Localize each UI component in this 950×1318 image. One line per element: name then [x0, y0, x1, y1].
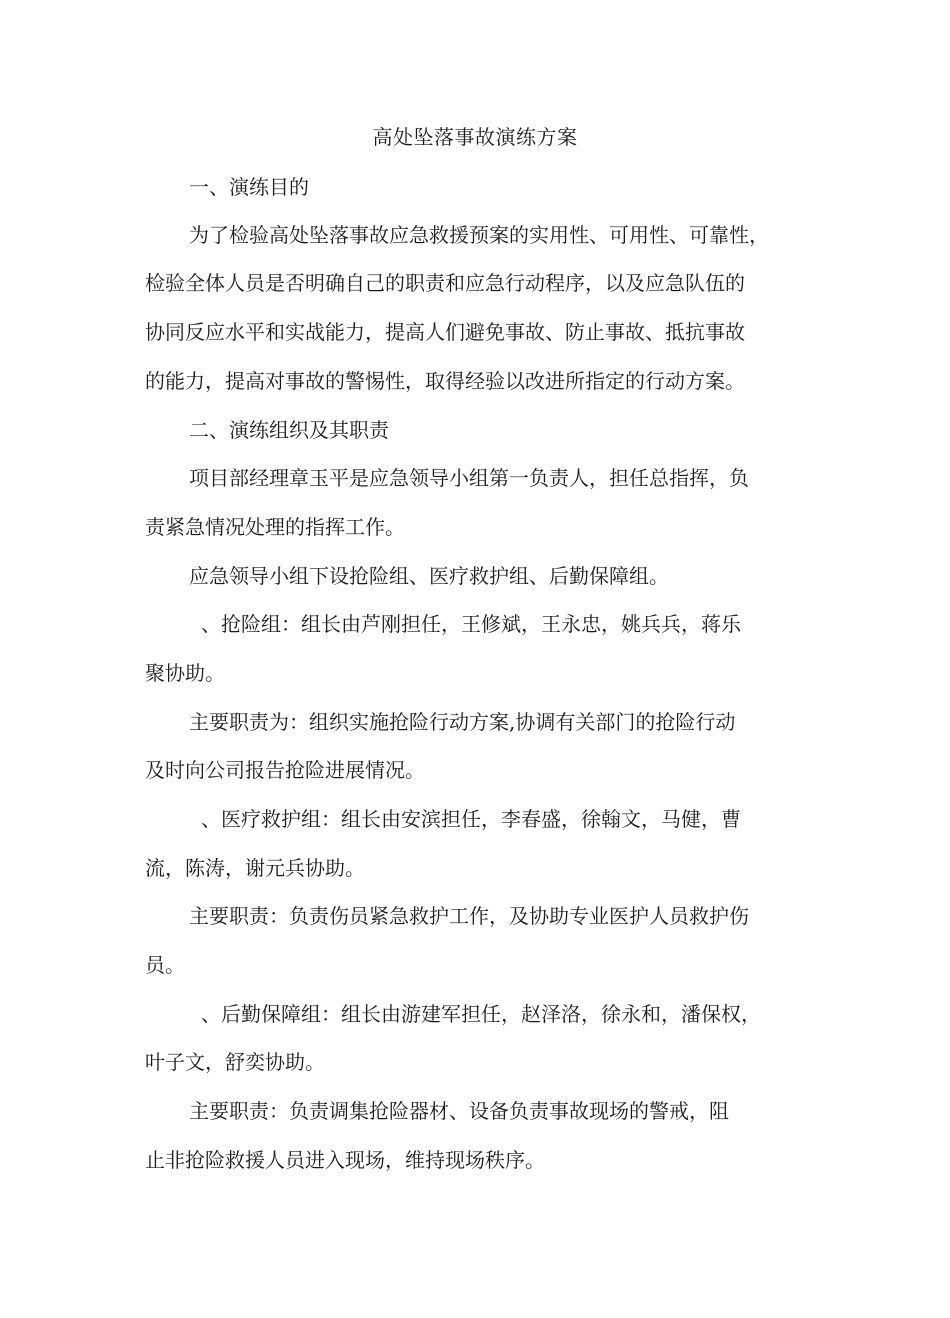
- paragraph-line: 应急领导小组下设抢险组、医疗救护组、后勤保障组。: [189, 564, 669, 588]
- paragraph-line: 叶子文，舒奕协助。: [145, 1050, 325, 1074]
- paragraph-line: 流，陈涛，谢元兵协助。: [145, 856, 365, 880]
- paragraph-line: 责紧急情况处理的指挥工作。: [145, 515, 405, 539]
- document-title: 高处坠落事故演练方案: [372, 125, 578, 149]
- paragraph-line: 的能力，提高对事故的警惕性，取得经验以改进所指定的行动方案。: [145, 369, 745, 393]
- section-heading-organization: 二、演练组织及其职责: [189, 418, 389, 442]
- paragraph-line: 、后勤保障组：组长由游建军担任，赵泽洛，徐永和，潘保权，: [201, 1002, 761, 1026]
- paragraph-line: 、抢险组：组长由芦刚担任，王修斌，王永忠，姚兵兵，蒋乐: [201, 612, 741, 636]
- paragraph-line: 主要职责为：组织实施抢险行动方案,协调有关部门的抢险行动: [189, 710, 736, 734]
- paragraph-line: 聚协助。: [145, 661, 225, 685]
- paragraph-line: 止非抢险救援人员进入现场，维持现场秩序。: [145, 1148, 545, 1172]
- paragraph-line: 主要职责：负责调集抢险器材、设备负责事故现场的警戒，阻: [189, 1099, 729, 1123]
- section-heading-purpose: 一、演练目的: [189, 175, 309, 199]
- paragraph-line: 及时向公司报告抢险进展情况。: [145, 758, 425, 782]
- paragraph-line: 主要职责：负责伤员紧急救护工作，及协助专业医护人员救护伤: [189, 904, 749, 928]
- paragraph-line: 协同反应水平和实战能力，提高人们避免事故、防止事故、抵抗事故: [145, 320, 745, 344]
- paragraph-line: 为了检验高处坠落事故应急救援预案的实用性、可用性、可靠性，: [189, 223, 769, 247]
- paragraph-line: 员。: [145, 953, 185, 977]
- paragraph-line: 检验全体人员是否明确自己的职责和应急行动程序，以及应急队伍的: [145, 271, 745, 295]
- paragraph-line: 项目部经理章玉平是应急领导小组第一负责人，担任总指挥，负: [189, 466, 749, 490]
- paragraph-line: 、医疗救护组：组长由安滨担任，李春盛，徐翰文，马健，曹: [201, 807, 741, 831]
